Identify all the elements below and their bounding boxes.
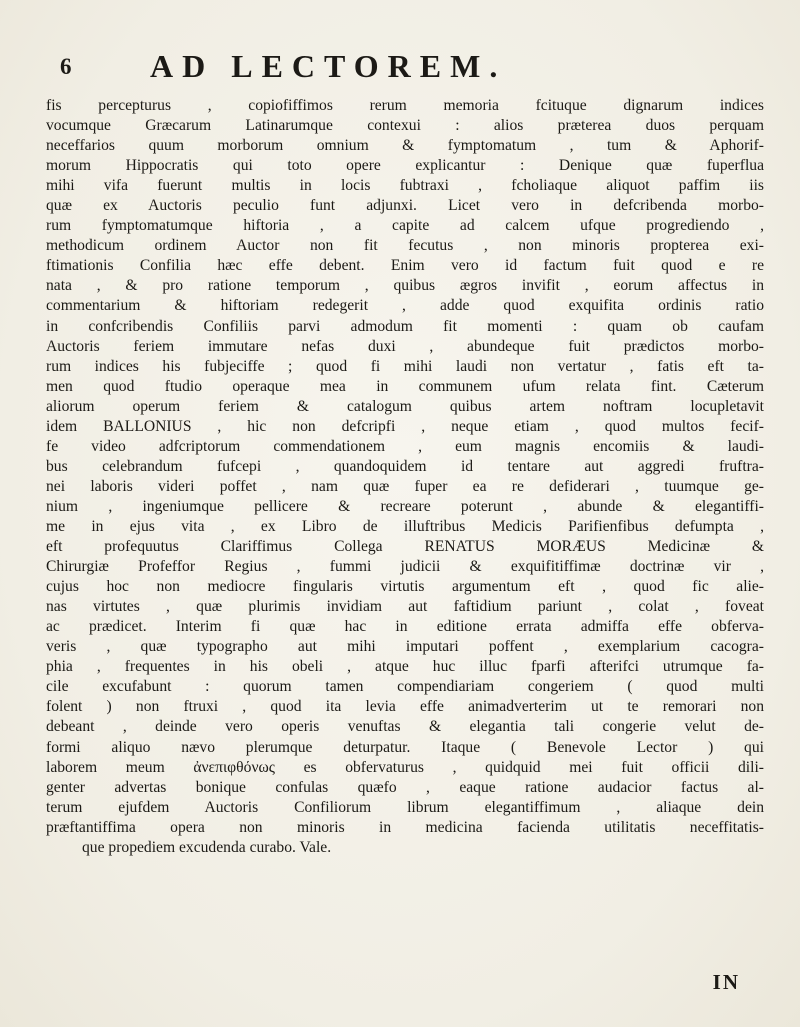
text-line: vocumque Græcarum Latinarumque contexui : alios præterea duos perquam — [46, 117, 764, 135]
text-line: præftantiffima opera non minoris in medicina facienda utilitatis neceffitatis- — [46, 818, 764, 836]
text-line: laborem meum ἀνεπιφθόνως es obfervaturus , quidquid mei fuit officii dili- — [46, 758, 764, 776]
text-line: formi aliquo nævo plerumque deturpatur. Itaque ( Benevole Lector ) qui — [46, 738, 764, 756]
text-line: terum ejufdem Auctoris Confiliorum librum elegantiffimum , aliaque dein — [46, 798, 764, 816]
text-line: methodicum ordinem Auctor non fit fecutus , non minoris propterea exi- — [46, 237, 764, 255]
text-line: genter advertas bonique confulas quæfo , eaque ratione audacior factus al- — [46, 778, 764, 796]
running-head: AD LECTOREM. — [150, 48, 507, 84]
text-line: mihi vifa fuerunt multis in locis fubtraxi , fcholiaque aliquot paffim iis — [46, 177, 764, 195]
text-line: que propediem excudenda curabo. Vale. — [82, 838, 332, 856]
text-line: me in ejus vita , ex Libro de illuftribus Medicis Parifienfibus defumpta , — [46, 517, 764, 535]
text-line: idem BALLONIUS , hic non defcripfi , neque etiam , quod multos fecif- — [46, 417, 764, 435]
text-line: fis percepturus , copiofiffimos rerum memoria fcituque dignarum indices — [46, 97, 764, 114]
text-line: folent ) non ftruxi , quod ita levia effe animadverterim ut te remorari non — [46, 698, 764, 716]
text-line: cujus hoc non mediocre fingularis virtutis argumentum eft , quod fic alie- — [46, 578, 764, 596]
text-line: nei laboris videri poffet , nam quæ fuper ea re defiderari , tuumque ge- — [46, 477, 764, 495]
text-line: in confcribendis Confiliis parvi admodum fit momenti : quam ob caufam — [46, 317, 764, 335]
catchword: IN — [712, 970, 740, 994]
text-line: ftimationis Confilia hæc effe debent. Enim vero id factum fuit quod e re — [46, 257, 764, 275]
text-line: aliorum operum feriem & catalogum quibus artem noftram locupletavit — [46, 397, 764, 415]
text-line: eft profequutus Clariffimus Collega RENATUS MORÆUS Medicinæ & — [46, 538, 764, 556]
body-text — [46, 96, 764, 858]
page-header — [40, 44, 760, 84]
text-line: cile excufabunt : quorum tamen compendiariam congeriem ( quod multi — [46, 678, 764, 696]
text-line: quæ ex Auctoris peculio funt adjunxi. Licet vero in defcribenda morbo- — [46, 197, 764, 215]
text-line: nas virtutes , quæ plurimis invidiam aut faftidium pariunt , colat , foveat — [46, 598, 764, 616]
text-line: men quod ftudio operaque mea in communem ufum relata fint. Cæterum — [46, 377, 764, 395]
text-line: nata , & pro ratione temporum , quibus ægros invifit , eorum affectus in — [46, 277, 764, 295]
text-line: rum fymptomatumque hiftoria , a capite ad calcem ufque progrediendo , — [46, 217, 764, 235]
text-line: veris , quæ typographo aut mihi imputari poffent , exemplarium cacogra- — [46, 638, 764, 656]
text-line: phia , frequentes in his obeli , atque huc illuc fparfi afterifci utrumque fa- — [46, 658, 764, 676]
text-line: Chirurgiæ Profeffor Regius , fummi judicii & exquifitiffimæ doctrinæ vir , — [46, 558, 764, 576]
text-line: bus celebrandum fufcepi , quandoquidem id tentare aut aggredi fruftra- — [46, 457, 764, 475]
page-number: 6 — [60, 54, 72, 79]
text-line: rum indices his fubjeciffe ; quod fi mihi laudi non vertatur , fatis eft ta- — [46, 357, 764, 375]
text-line: morum Hippocratis qui toto opere explicantur : Denique quæ fuperflua — [46, 157, 764, 175]
text-line: Auctoris feriem immutare nefas duxi , abundeque fuit prædictos morbo- — [46, 337, 764, 355]
text-line: commentarium & hiftoriam redegerit , adde quod exquifita ordinis ratio — [46, 297, 764, 315]
text-line: fe video adfcriptorum commendationem , eum magnis encomiis & laudi- — [46, 437, 764, 455]
text-line: neceffarios quum morborum omnium & fymptomatum , tum & Aphorif- — [46, 137, 764, 155]
text-line: nium , ingeniumque pellicere & recreare poterunt , abunde & elegantiffi- — [46, 497, 764, 515]
text-line: debeant , deinde vero operis venuftas & elegantia tali congerie velut de- — [46, 718, 764, 736]
text-line: ac prædicet. Interim fi quæ hac in editione errata admiffa effe obferva- — [46, 618, 764, 636]
